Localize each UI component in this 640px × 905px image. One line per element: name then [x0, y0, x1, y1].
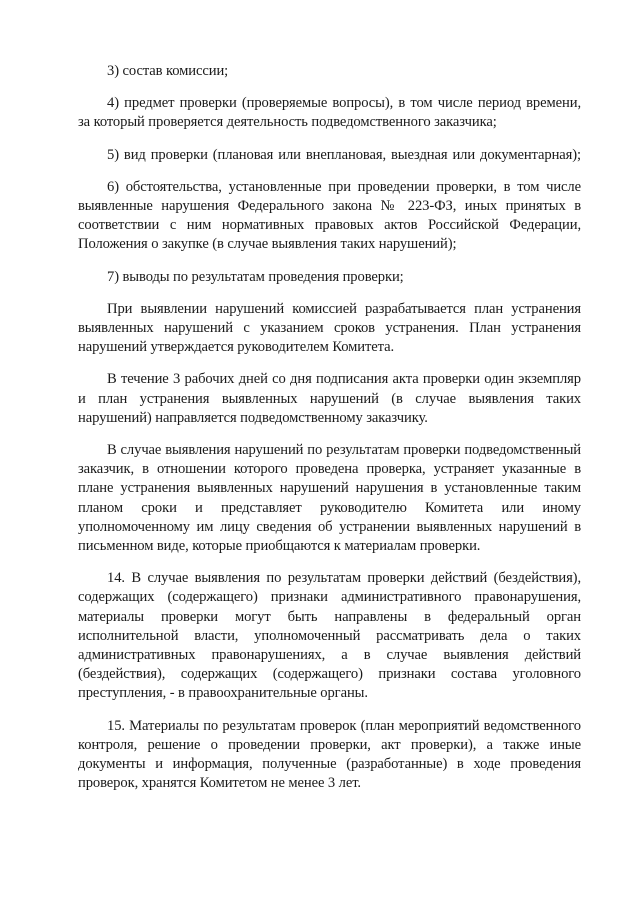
paragraph-circumstances: 6) обстоятельства, установленные при проведении проверки, в том числе выявленные нарушения Федерального закона № 223-ФЗ, иных принятых в соответствии с ним нормативных правовых актов Российской Федерации, Положения о закупке (в случае выявления таких нарушений);: [78, 178, 581, 253]
paragraph-violations-fix: В случае выявления нарушений по результатам проверки подведомственный заказчик, в отношении которого проведена проверка, устраняет указанные в плане устранения выявленных нарушений нарушения в установленные таким планом сроки и представляет руководителю Комитета или иному уполномоченному им лицу сведения об устранении выявленных нарушений в письменном виде, которые приобщаются к материалам проверки.: [78, 442, 581, 555]
paragraph-remediation-plan: При выявлении нарушений комиссией разрабатывается план устранения выявленных нарушений с указанием сроков устранения. План устранения нарушений утверждается руководителем Комитета.: [78, 300, 581, 356]
paragraph-inspection-type: 5) вид проверки (плановая или внеплановая, выездная или документарная);: [107, 146, 581, 163]
paragraph-conclusions: 7) выводы по результатам проведения проверки;: [107, 268, 404, 285]
paragraph-item-14: 14. В случае выявления по результатам проверки действий (бездействия), содержащих (содержащего) признаки административного правонарушения, материалы проверки могут быть направлены в федеральный орган исполнительной власти, уполномоченный рассматривать дела о таких административных правонарушениях, а в случае выявления действий (бездействия), содержащих (содержащего) признаки состава уголовного преступления, - в правоохранительные органы.: [78, 570, 581, 702]
paragraph-item-15: 15. Материалы по результатам проверок (план мероприятий ведомственного контроля, решение о проведении проверки, акт проверки), а также иные документы и информация, полученные (разработанные) в ходе проведения проверок, хранятся Комитетом не менее 3 лет.: [78, 717, 581, 792]
paragraph-inspection-subject: 4) предмет проверки (проверяемые вопросы), в том числе период времени, за который проверяется деятельность подведомственного заказчика;: [78, 95, 581, 131]
document-page: [78, 62, 581, 807]
paragraph-commission-composition: 3) состав комиссии;: [107, 63, 229, 79]
paragraph-three-days: В течение 3 рабочих дней со дня подписания акта проверки один экземпляр и план устранения выявленных нарушений (в случае выявления таких нарушений) направляется подведомственному заказчику.: [78, 371, 581, 426]
